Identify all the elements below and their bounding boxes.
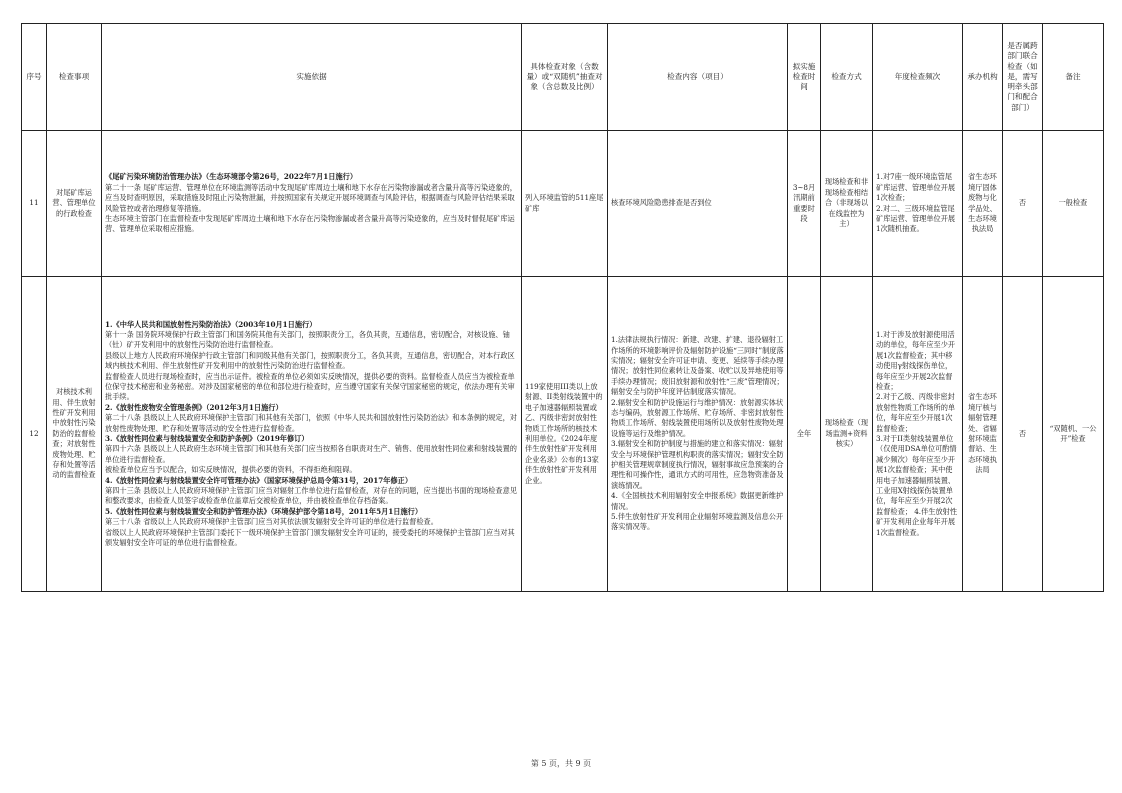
law-title: 《尾矿污染环境防治管理办法》（生态环境部令第26号，2022年7月1日施行） [105, 172, 358, 182]
row-joint: 否 [1003, 131, 1043, 277]
header-freq: 年度检查频次 [873, 24, 963, 131]
law-title: 1.《中华人民共和国放射性污染防治法》（2003年10月1日施行） [105, 319, 317, 329]
row-content: 核查环境风险隐患排查是否到位 [608, 131, 788, 277]
row-basis [102, 277, 522, 592]
header-row [22, 24, 1104, 131]
row-remark: 一般检查 [1043, 131, 1104, 277]
row-target: 119家使用III类以上放射源、II类射线装置中的电子加速器辐照装置或乙、丙级非密封放射性物质工作场所的核技术利用单位。《2024年度伴生放射性矿开发利用企业名录》公布的13家伴生放射性矿开发利用企业。 [522, 277, 608, 592]
header-no: 序号 [22, 24, 47, 131]
row-remark: “双随机、一公开”检查 [1043, 277, 1104, 592]
header-target: 具体检查对象（含数量）或“双随机”抽查对象（含总数及比例） [522, 24, 608, 131]
inspection-plan-table [21, 23, 1104, 592]
law-title: 3.《放射性同位素与射线装置安全和防护条例》（2019年修订） [105, 434, 309, 443]
table-row [22, 131, 1104, 277]
header-method: 检查方式 [821, 24, 873, 131]
law-text: 第二十八条 县级以上人民政府环境保护主管部门和其他有关部门，依照《中华人民共和国放射性污染防治法》和本条例的规定，对放射性废物处理、贮存和处置等活动的安全性进行监督检查。 [105, 413, 517, 433]
row-time: 3~8月汛期前重要时段 [788, 131, 821, 277]
law-text: 第三十八条 省级以上人民政府环境保护主管部门应当对其依法颁发辐射安全许可证的单位进行监督检查。 [105, 517, 438, 527]
row-method: 现场检查（现场监测+资料核实） [821, 277, 873, 592]
header-content: 检查内容（项目） [608, 24, 788, 131]
row-org: 省生态环境厅固体废物与化学品处、生态环境执法局 [963, 131, 1003, 277]
law-text: 监督检查人员进行现场检查时，应当出示证件。被检查的单位必须如实反映情况，提供必要的资料。监督检查人员应当为被检查单位保守技术秘密和业务秘密。对涉及国家秘密的单位和部位进行检查时，应当遵守国家有关保守国家秘密的规定，依法办理有关审批手续。 [105, 371, 515, 402]
law-text: 省级以上人民政府环境保护主管部门委托下一级环境保护主管部门颁发辐射安全许可证的，接受委托的环境保护主管部门应当对其颁发辐射安全许可证的单位进行监督检查。 [105, 527, 515, 548]
row-method: 现场检查和非现场检查相结合（非现场以在线监控为主） [821, 131, 873, 277]
row-item: 对尾矿库运营、管理单位的行政检查 [47, 131, 102, 277]
row-freq: 1.对7座一级环境监管尾矿库运营、管理单位开展1次检查； 2.对二、三级环境监管尾矿库运营、管理单位开展1次随机抽查。 [873, 131, 963, 277]
law-text: 生态环境主管部门在监督检查中发现尾矿库周边土壤和地下水存在污染物渗漏或者含量升高等污染迹象的，应当及时督促尾矿库运营、管理单位采取相应措施。 [105, 213, 515, 234]
row-content: 1.法律法规执行情况：新建、改建、扩建、退役辐射工作场所的环境影响评价及辐射防护设施“三同时”制度落实情况；辐射安全许可证申请、变更、延续等手续办理情况；放射性同位素转让及备案、收贮以及异地使用等手续办理情况；废旧放射源和放射性“三废”管理情况；辐射安全与防护年度评估制度落实情况。 2.辐射安全和防护设施运行与维护情况：放射源实体状态与编码，放射源工作场所、贮存场所、非密封放射性物质工作场所、射线装置使用场所以及放射性废物处理设施等运行及维护情况。 3.辐射安全和防护制度与措施的建立和落实情况：辐射安全与环境保护管理机构职责的落实情况；辐射安全防护相关管理规章制度执行情况，辐射事故应急预案的合理性和可操作性，通讯方式的可用性，应急物资准备及演练情况。 4.《全国核技术利用辐射安全申报系统》数据更新维护情况。 5.伴生放射性矿开发利用企业辐射环境监测及信息公开落实情况等。 [608, 277, 788, 592]
row-item: 对核技术利用、伴生放射性矿开发利用中放射性污染防治的监督检查；对放射性废物处理、贮存和处置等活动的监督检查 [47, 277, 102, 592]
law-text: 第二十一条 尾矿库运营、管理单位在环境监测等活动中发现尾矿库周边土壤和地下水存在污染物渗漏或者含量升高等污染迹象的，应当及时查明原因，采取措施及时阻止污染物泄漏，并按照国家有关规定开展环境调查与风险评估，根据调查与风险评估结果采取风险管控或者治理修复等措施。 [105, 182, 517, 213]
row-freq: 1.对于涉及放射源使用活动的单位，每年应至少开展1次监督检查；其中移动使用γ射线探伤单位，每年应至少开展2次监督检查； 2.对于乙级、丙级非密封放射性物质工作场所的单位，每年应至少开展1次监督检查； 3.对于II类射线装置单位（仅使用DSA单位可酌情减少频次）每年应至少开展1次监督检查；其中使用电子加速器辐照装置、工业用X射线探伤装置单位，每年应至少开展2次监督检查； 4.伴生放射性矿开发利用企业每年开展1次监督检查。 [873, 277, 963, 592]
header-item: 检查事项 [47, 24, 102, 131]
header-remark: 备注 [1043, 24, 1104, 131]
law-text: 第四十三条 县级以上人民政府环境保护主管部门应当对辐射工作单位进行监督检查，对存在的问题，应当提出书面的现场检查意见和整改要求，由检查人员签字或检查单位盖章后交被检查单位，并由被检查单位存档备案。 [105, 486, 517, 506]
header-org: 承办机构 [963, 24, 1003, 131]
header-time: 拟实施检查时间 [788, 24, 821, 131]
law-title: 4.《放射性同位素与射线装置安全许可管理办法》（国家环境保护总局令第31号，2017年修正） [105, 475, 413, 485]
row-basis [102, 131, 522, 277]
row-no: 12 [22, 277, 47, 592]
table-row [22, 277, 1104, 592]
row-org: 省生态环境厅核与辐射管理处、省辐射环境监督站、生态环境执法局 [963, 277, 1003, 592]
row-no: 11 [22, 131, 47, 277]
law-text: 第十一条 国务院环境保护行政主管部门和国务院其他有关部门，按照职责分工，各负其责，互通信息，密切配合，对核设施、铀（钍）矿开发利用中的放射性污染防治进行监督检查。 [105, 329, 510, 350]
law-text: 第四十六条 县级以上人民政府生态环境主管部门和其他有关部门应当按照各自职责对生产、销售、使用放射性同位素和射线装置的单位进行监督检查。 [105, 444, 517, 464]
header-basis: 实施依据 [102, 24, 522, 131]
row-target: 列入环境监管的511座尾矿库 [522, 131, 608, 277]
row-time: 全年 [788, 277, 821, 592]
row-joint: 否 [1003, 277, 1043, 592]
law-title: 5.《放射性同位素与射线装置安全和防护管理办法》（环境保护部令第18号，2011年5月1日施行） [105, 506, 423, 516]
law-text: 县级以上地方人民政府环境保护行政主管部门和同级其他有关部门，按照职责分工，各负其责，互通信息，密切配合，对本行政区域内核技术利用、伴生放射性矿开发利用中的放射性污染防治进行监督检查。 [105, 350, 515, 371]
page-number: 第 5 页，共 9 页 [530, 759, 592, 768]
law-text: 被检查单位应当予以配合，如实反映情况，提供必要的资料，不得拒绝和阻碍。 [105, 465, 357, 475]
law-title: 2.《放射性废物安全管理条例》（2012年3月1日施行） [105, 402, 283, 412]
header-joint: 是否属跨部门联合检查（如是，需写明牵头部门和配合部门） [1003, 24, 1043, 131]
